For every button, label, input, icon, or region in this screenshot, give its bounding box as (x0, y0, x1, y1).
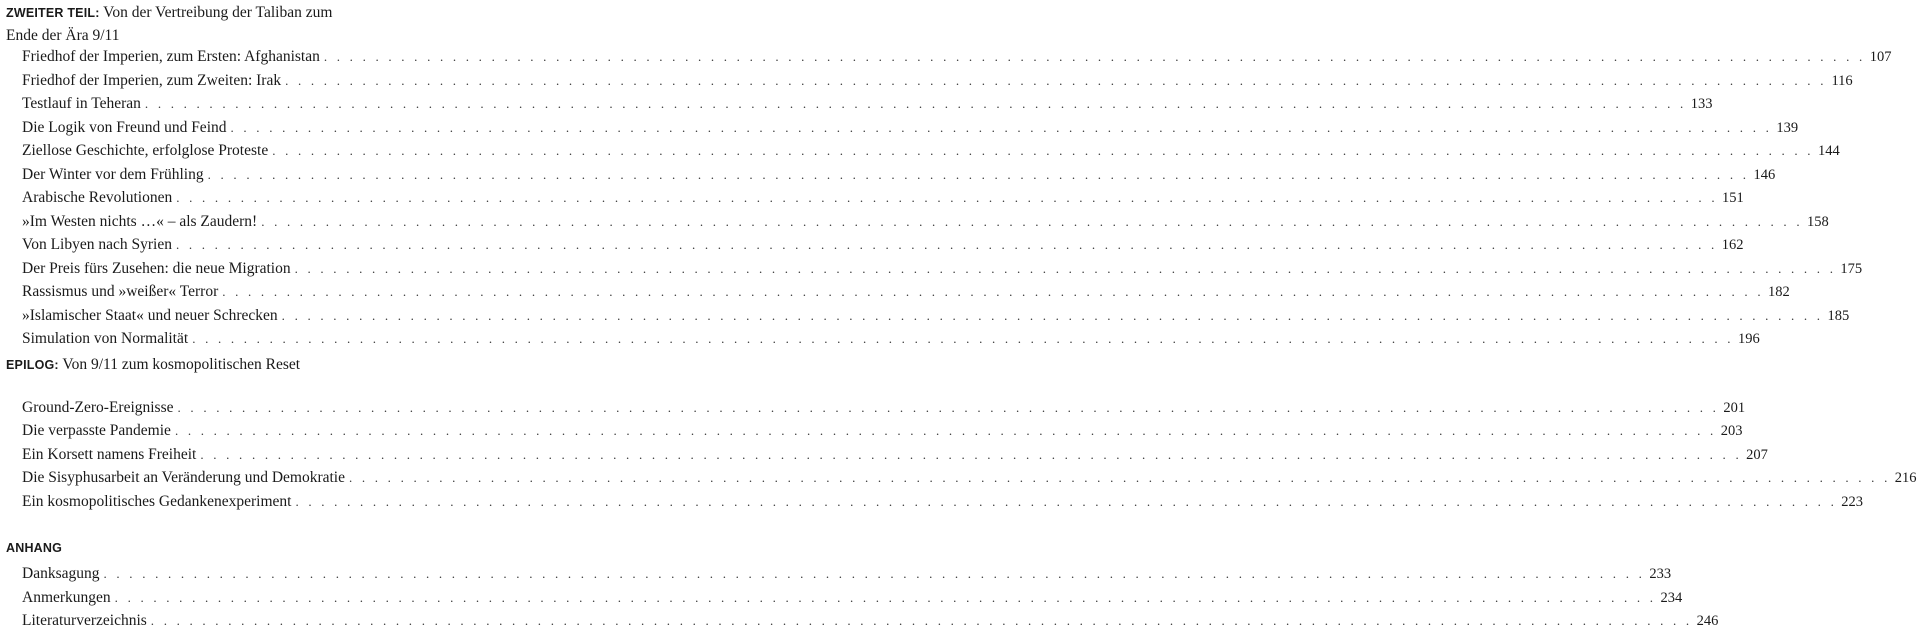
toc-entry[interactable] (22, 491, 1864, 513)
toc-entry[interactable] (22, 305, 1850, 327)
dot-leader: . . . . . . . . . . . . . . . . . . . . . . . . . . . . . . . . . . . . . . . . . . . . . . . . . . . . . . . . . . . . . . . . . . . . . . . . . . . . . . . . . . . . . . . . . . . . . . . . . . . . . . . . . . . . . . . . . . . . . . . . (348, 470, 1891, 486)
toc-entry[interactable] (22, 610, 1719, 632)
entry-page: 246 (1696, 613, 1719, 629)
dot-leader: . . . . . . . . . . . . . . . . . . . . . . . . . . . . . . . . . . . . . . . . . . . . . . . . . . . . . . . . . . . . . . . . . . . . . . . . . . . . . . . . . . . . . . . . . . . . . . . . . . . . . . . . . . . . . . . . . . . . . . . . (175, 237, 1718, 252)
entry-page: 175 (1840, 260, 1863, 277)
toc-entry[interactable] (22, 587, 1683, 609)
entry-title: Arabische Revolutionen (22, 189, 173, 206)
dot-leader: . . . . . . . . . . . . . . . . . . . . . . . . . . . . . . . . . . . . . . . . . . . . . . . . . . . . . . . . . . . . . . . . . . . . . . . . . . . . . . . . . . . . . . . . . . . . . . . . . . . . . . . . . . . . . . . . . . . . . . . . (103, 566, 1646, 581)
dot-leader: . . . . . . . . . . . . . . . . . . . . . . . . . . . . . . . . . . . . . . . . . . . . . . . . . . . . . . . . . . . . . . . . . . . . . . . . . . . . . . . . . . . . . . . . . . . . . . . . . . . . . . . . . . . . . . . . . . . . . . . . (272, 143, 1814, 158)
entry-page: 233 (1649, 566, 1672, 582)
dot-leader: . . . . . . . . . . . . . . . . . . . . . . . . . . . . . . . . . . . . . . . . . . . . . . . . . . . . . . . . . . . . . . . . . . . . . . . . . . . . . . . . . . . . . . . . . . . . . . . . . . . . . . . . . . . . . . . . . . . . . . . . (144, 96, 1687, 111)
entry-title: Die Logik von Freund und Feind (22, 118, 227, 136)
entry-page: 116 (1831, 72, 1853, 89)
entry-page: 234 (1660, 589, 1683, 606)
entry-page: 216 (1894, 470, 1917, 487)
entry-title: »Im Westen nichts …« – als Zaudern! (22, 212, 258, 230)
part-two-title-line2: Ende der Ära 9/11 (6, 27, 120, 44)
toc-entry[interactable] (22, 467, 1917, 489)
toc-entry[interactable] (22, 211, 1829, 233)
dot-leader: . . . . . . . . . . . . . . . . . . . . . . . . . . . . . . . . . . . . . . . . . . . . . . . . . . . . . . . . . . . . . . . . . . . . . . . . . . . . . . . . . . . . . . . . . . . . . . . . . . . . . . . . . . . . . . . . . . . . . . . . (285, 72, 1827, 88)
dot-leader: . . . . . . . . . . . . . . . . . . . . . . . . . . . . . . . . . . . . . . . . . . . . . . . . . . . . . . . . . . . . . . . . . . . . . . . . . . . . . . . . . . . . . . . . . . . . . . . . . . . . . . . . . . . . . . . . . . . . . . . . (294, 260, 1837, 276)
epilog-heading (6, 353, 406, 377)
part-two-heading (6, 1, 406, 25)
toc-entry[interactable] (22, 444, 1768, 466)
dot-leader: . . . . . . . . . . . . . . . . . . . . . . . . . . . . . . . . . . . . . . . . . . . . . . . . . . . . . . . . . . . . . . . . . . . . . . . . . . . . . . . . . . . . . . . . . . . . . . . . . . . . . . . . . . . . . . . . . . . . . . . . (323, 49, 1866, 64)
toc-entry[interactable] (22, 281, 1790, 303)
entry-page: 203 (1720, 423, 1743, 440)
entry-page: 207 (1746, 446, 1768, 463)
toc-entry[interactable] (22, 70, 1853, 92)
entry-page: 196 (1738, 331, 1760, 347)
entry-page: 139 (1776, 119, 1799, 136)
entry-title: Ziellose Geschichte, erfolglose Proteste (22, 142, 269, 159)
entry-page: 151 (1722, 190, 1744, 206)
entry-title: Danksagung (22, 565, 100, 582)
part-two-label: ZWEITER TEIL: (6, 6, 100, 20)
toc-entry[interactable] (22, 397, 1746, 419)
toc-entry[interactable] (22, 234, 1744, 256)
dot-leader: . . . . . . . . . . . . . . . . . . . . . . . . . . . . . . . . . . . . . . . . . . . . . . . . . . . . . . . . . . . . . . . . . . . . . . . . . . . . . . . . . . . . . . . . . . . . . . . . . . . . . . . . . . . . . . . . . . . . . . . . (295, 493, 1838, 509)
entry-title: Ein Korsett namens Freiheit (22, 445, 197, 463)
dot-leader: . . . . . . . . . . . . . . . . . . . . . . . . . . . . . . . . . . . . . . . . . . . . . . . . . . . . . . . . . . . . . . . . . . . . . . . . . . . . . . . . . . . . . . . . . . . . . . . . . . . . . . . . . . . . . . . . . . . . . . . . (200, 446, 1742, 462)
dot-leader: . . . . . . . . . . . . . . . . . . . . . . . . . . . . . . . . . . . . . . . . . . . . . . . . . . . . . . . . . . . . . . . . . . . . . . . . . . . . . . . . . . . . . . . . . . . . . . . . . . . . . . . . . . . . . . . . . . . . . . . . (192, 331, 1734, 346)
dot-leader: . . . . . . . . . . . . . . . . . . . . . . . . . . . . . . . . . . . . . . . . . . . . . . . . . . . . . . . . . . . . . . . . . . . . . . . . . . . . . . . . . . . . . . . . . . . . . . . . . . . . . . . . . . . . . . . . . . . . . . . . (174, 423, 1717, 439)
part-two-title-line1: Von der Vertreibung der Taliban zum (103, 4, 333, 21)
entry-title: Simulation von Normalität (22, 330, 189, 347)
entry-title: Rassismus und »weißer« Terror (22, 283, 219, 300)
dot-leader: . . . . . . . . . . . . . . . . . . . . . . . . . . . . . . . . . . . . . . . . . . . . . . . . . . . . . . . . . . . . . . . . . . . . . . . . . . . . . . . . . . . . . . . . . . . . . . . . . . . . . . . . . . . . . . . . . . . . . . . . (177, 400, 1720, 415)
entry-title: »Islamischer Staat« und neuer Schrecken (22, 306, 278, 324)
entry-title: Die Sisyphusarbeit an Veränderung und Demokratie (22, 469, 345, 487)
dot-leader: . . . . . . . . . . . . . . . . . . . . . . . . . . . . . . . . . . . . . . . . . . . . . . . . . . . . . . . . . . . . . . . . . . . . . . . . . . . . . . . . . . . . . . . . . . . . . . . . . . . . . . . . . . . . . . . . . . . . . . . . (176, 190, 1718, 205)
entry-page: 144 (1818, 143, 1840, 159)
toc-entry[interactable] (22, 563, 1672, 585)
part-two-heading-continued (6, 24, 406, 47)
dot-leader: . . . . . . . . . . . . . . . . . . . . . . . . . . . . . . . . . . . . . . . . . . . . . . . . . . . . . . . . . . . . . . . . . . . . . . . . . . . . . . . . . . . . . . . . . . . . . . . . . . . . . . . . . . . . . . . . . . . . . . . . (261, 213, 1803, 229)
entry-title: Literaturverzeichnis (22, 612, 147, 629)
toc-entry[interactable] (22, 140, 1840, 162)
anhang-heading: ANHANG (6, 541, 63, 555)
epilog-title: Von 9/11 zum kosmopolitischen Reset (62, 356, 301, 373)
toc-entry[interactable] (22, 420, 1743, 442)
epilog-label: EPILOG: (6, 358, 59, 372)
dot-leader: . . . . . . . . . . . . . . . . . . . . . . . . . . . . . . . . . . . . . . . . . . . . . . . . . . . . . . . . . . . . . . . . . . . . . . . . . . . . . . . . . . . . . . . . . . . . . . . . . . . . . . . . . . . . . . . . . . . . . . . . (230, 119, 1773, 135)
toc-entry[interactable] (22, 46, 1892, 68)
toc-entry[interactable] (22, 187, 1744, 209)
entry-title: Ein kosmopolitisches Gedankenexperiment (22, 492, 292, 510)
entry-page: 158 (1807, 213, 1829, 230)
entry-title: Der Preis fürs Zusehen: die neue Migration (22, 259, 291, 277)
entry-title: Ground-Zero-Ereignisse (22, 399, 174, 416)
entry-page: 185 (1827, 307, 1850, 324)
toc-entry[interactable] (22, 258, 1863, 280)
toc-entry[interactable] (22, 93, 1713, 115)
entry-title: Friedhof der Imperien, zum Ersten: Afghanistan (22, 48, 320, 65)
entry-title: Anmerkungen (22, 588, 111, 606)
entry-page: 133 (1690, 96, 1713, 112)
entry-page: 162 (1721, 237, 1744, 253)
toc-entry[interactable] (22, 117, 1799, 139)
entry-page: 146 (1753, 166, 1776, 183)
entry-title: Testlauf in Teheran (22, 95, 141, 112)
dot-leader: . . . . . . . . . . . . . . . . . . . . . . . . . . . . . . . . . . . . . . . . . . . . . . . . . . . . . . . . . . . . . . . . . . . . . . . . . . . . . . . . . . . . . . . . . . . . . . . . . . . . . . . . . . . . . . . . . . . . . . . . (222, 284, 1764, 299)
toc-entry[interactable] (22, 164, 1776, 186)
entry-page: 182 (1768, 284, 1790, 300)
dot-leader: . . . . . . . . . . . . . . . . . . . . . . . . . . . . . . . . . . . . . . . . . . . . . . . . . . . . . . . . . . . . . . . . . . . . . . . . . . . . . . . . . . . . . . . . . . . . . . . . . . . . . . . . . . . . . . . . . . . . . . . . (150, 613, 1693, 628)
entry-page: 223 (1841, 493, 1864, 510)
dot-leader: . . . . . . . . . . . . . . . . . . . . . . . . . . . . . . . . . . . . . . . . . . . . . . . . . . . . . . . . . . . . . . . . . . . . . . . . . . . . . . . . . . . . . . . . . . . . . . . . . . . . . . . . . . . . . . . . . . . . . . . . (207, 166, 1750, 182)
dot-leader: . . . . . . . . . . . . . . . . . . . . . . . . . . . . . . . . . . . . . . . . . . . . . . . . . . . . . . . . . . . . . . . . . . . . . . . . . . . . . . . . . . . . . . . . . . . . . . . . . . . . . . . . . . . . . . . . . . . . . . . . (114, 589, 1657, 605)
entry-page: 107 (1869, 49, 1892, 65)
toc-entry[interactable] (22, 328, 1760, 350)
entry-title: Die verpasste Pandemie (22, 422, 171, 440)
entry-title: Der Winter vor dem Frühling (22, 165, 204, 183)
entry-page: 201 (1723, 400, 1746, 416)
entry-title: Von Libyen nach Syrien (22, 236, 172, 253)
dot-leader: . . . . . . . . . . . . . . . . . . . . . . . . . . . . . . . . . . . . . . . . . . . . . . . . . . . . . . . . . . . . . . . . . . . . . . . . . . . . . . . . . . . . . . . . . . . . . . . . . . . . . . . . . . . . . . . . . . . . . . . . (281, 307, 1824, 323)
entry-title: Friedhof der Imperien, zum Zweiten: Irak (22, 71, 282, 89)
